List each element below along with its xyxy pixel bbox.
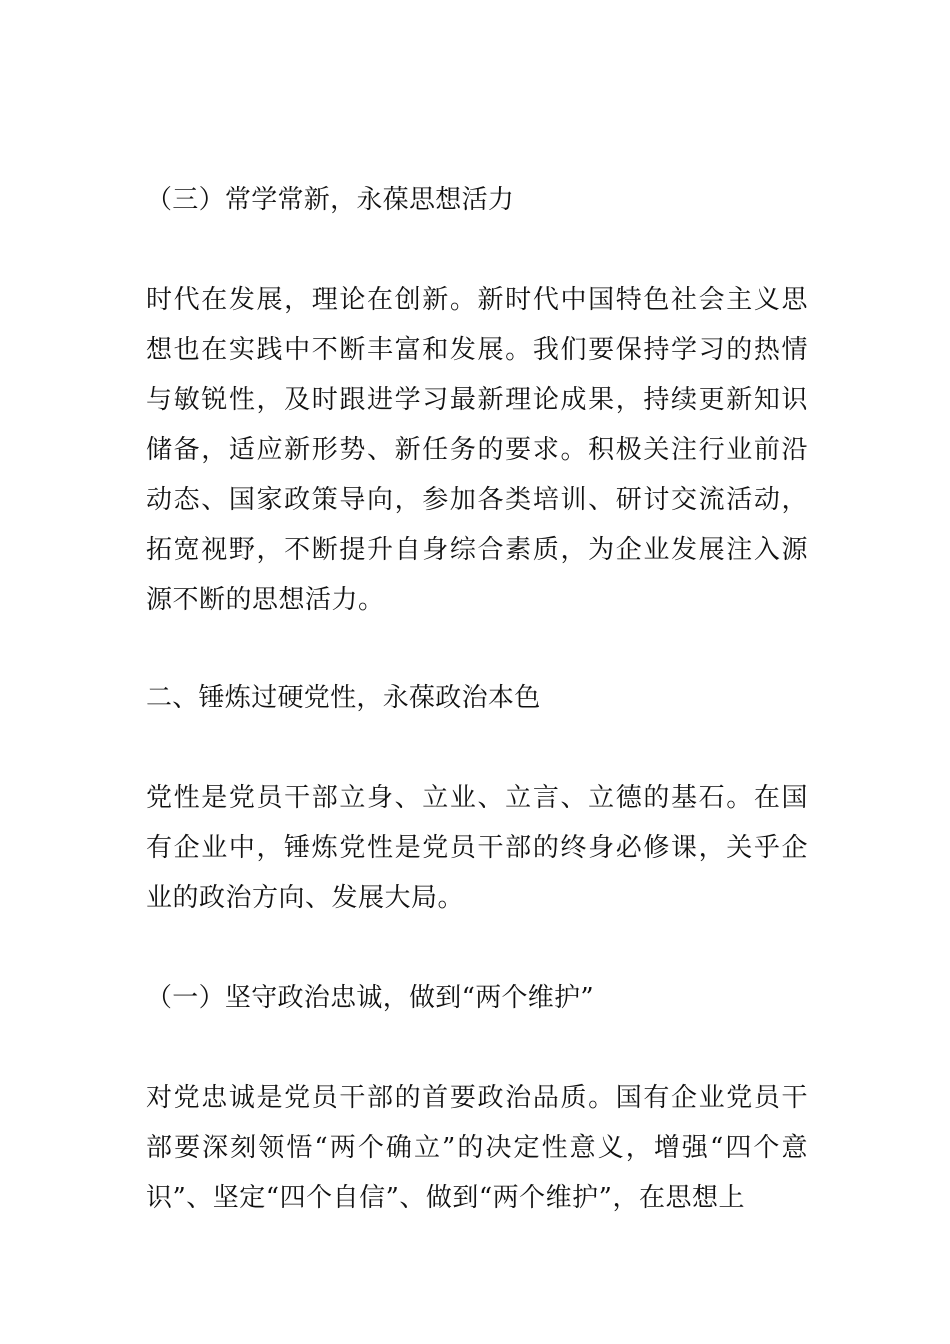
- paragraph-thinking-vitality: 时代在发展，理论在创新。新时代中国特色社会主义思想也在实践中不断丰富和发展。我们要保持学习的热情与敏锐性，及时跟进学习最新理论成果，持续更新知识储备，适应新形势、新任务的要求。积极关注行业前沿动态、国家政策导向，参加各类培训、研讨交流活动，拓宽视野，不断提升自身综合素质，为企业发展注入源源不断的思想活力。: [146, 285, 808, 615]
- subsection-heading-one: （一）坚守政治忠诚，做到“两个维护”: [146, 983, 594, 1013]
- paragraph-political-loyalty: 对党忠诚是党员干部的首要政治品质。国有企业党员干部要深刻领悟“两个确立”的决定性意义，增强“四个意识”、坚定“四个自信”、做到“两个维护”，在思想上: [146, 1083, 808, 1213]
- subsection-heading-three: （三）常学常新，永葆思想活力: [146, 185, 515, 215]
- section-two-title: 二、锤炼过硬党性，永葆政治本色: [146, 683, 541, 713]
- paragraph-party-spirit-intro: 党性是党员干部立身、立业、立言、立德的基石。在国有企业中，锤炼党性是党员干部的终身必修课，关乎企业的政治方向、发展大局。: [146, 783, 808, 913]
